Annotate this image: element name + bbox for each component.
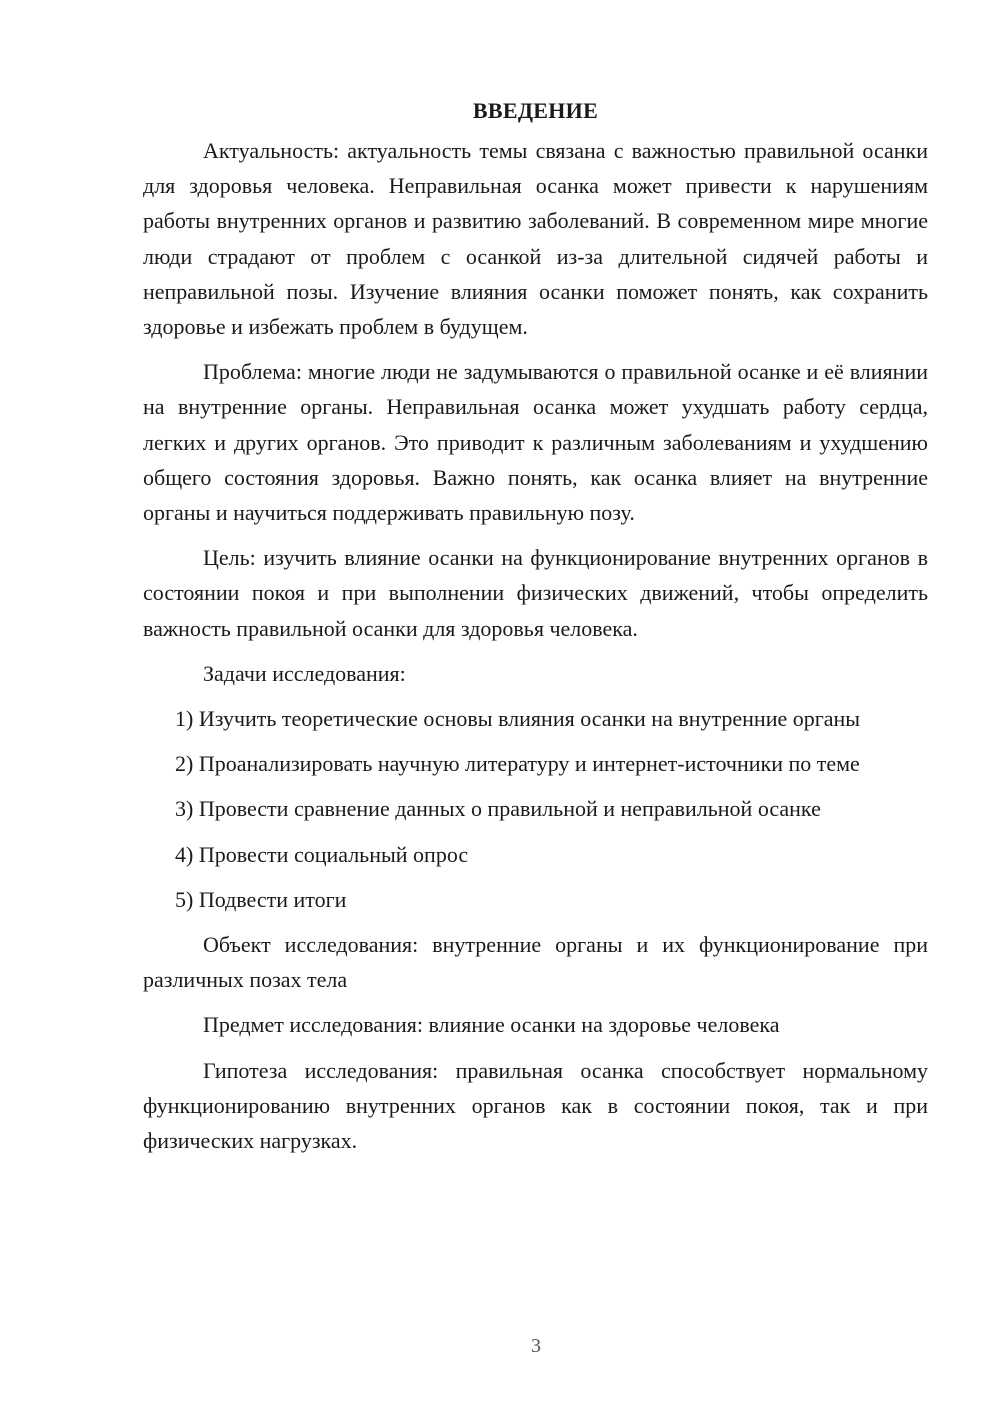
paragraph-problem: Проблема: многие люди не задумываются о правильной осанке и её влиянии на внутренние органы. Неправильная осанка может ухудшать работу сердца, легких и других органов. Это приводит к различным заболеваниям и ухудшению общего состояния здоровья. Важно понять, как осанка влияет на внутренние органы и научиться поддерживать правильную позу. (143, 359, 928, 526)
task-item-1: 1) Изучить теоретические основы влияния осанки на внутренние органы (175, 706, 861, 732)
page-number: 3 (531, 1335, 541, 1357)
paragraph-relevance: Актуальность: актуальность темы связана с важностью правильной осанки для здоровья человека. Неправильная осанка может привести к нарушениям работы внутренних органов и развитию заболеваний. В современном мире многие люди страдают от проблем с осанкой из-за длительной сидячей работы и неправильной позы. Изучение влияния осанки поможет понять, как сохранить здоровье и избежать проблем в будущем. (143, 138, 928, 340)
tasks-heading: Задачи исследования: (203, 660, 406, 686)
paragraph-hypothesis: Гипотеза исследования: правильная осанка способствует нормальному функционированию внутренних органов как в состоянии покоя, так и при физических нагрузках. (143, 1057, 928, 1154)
task-item-2: 2) Проанализировать научную литературу и интернет-источники по теме (175, 751, 860, 777)
task-item-3: 3) Провести сравнение данных о правильной и неправильной осанке (175, 796, 821, 822)
task-item-5: 5) Подвести итоги (175, 886, 347, 912)
page-content (143, 93, 928, 1168)
section-title: ВВЕДЕНИЕ (472, 98, 599, 123)
paragraph-goal: Цель: изучить влияние осанки на функционирование внутренних органов в состоянии покоя и при выполнении физических движений, чтобы определить важность правильной осанки для здоровья человека. (143, 545, 928, 641)
paragraph-object: Объект исследования: внутренние органы и их функционирование при различных позах тела (143, 932, 928, 993)
task-item-4: 4) Провести социальный опрос (175, 841, 469, 867)
paragraph-subject: Предмет исследования: влияние осанки на здоровье человека (203, 1012, 780, 1038)
